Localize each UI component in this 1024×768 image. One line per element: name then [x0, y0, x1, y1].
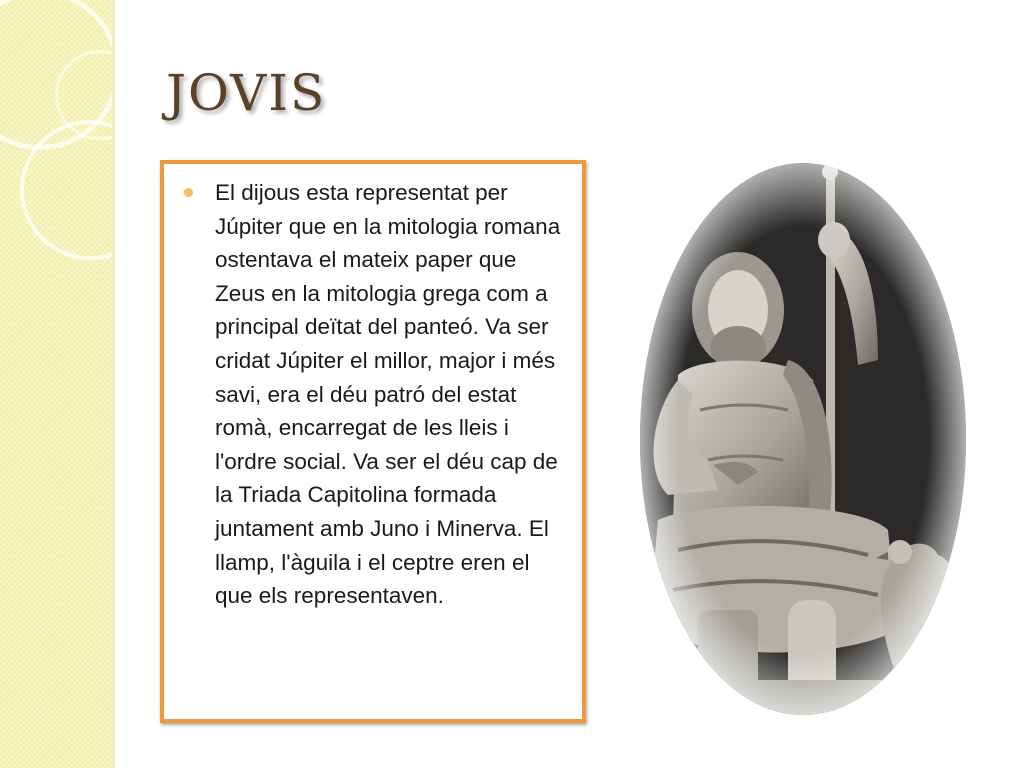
bullet-text: El dijous esta representat per Júpiter que en la mitologia romana ostentava el mateix paper que Zeus en la mitologia grega com a principal deïtat del panteó. Va ser cridat Júpiter el millor, major i més savi, era el déu patró del estat romà, encarregat de les lleis i l'ordre social. Va ser el déu cap de la Triada Capitolina formada juntament amb Juno i Minerva. El llamp, l'àguila i el ceptre eren el que els representaven. [215, 180, 561, 609]
jupiter-statue-image [638, 160, 968, 718]
decorative-ring [55, 50, 145, 140]
decorative-side-band [0, 0, 113, 768]
bullet-item [184, 176, 568, 613]
decorative-ring [20, 120, 160, 260]
side-band-edge [112, 0, 115, 768]
content-text-box [160, 160, 586, 723]
slide-title: JOVIS [166, 64, 327, 122]
bullet-icon [184, 188, 193, 197]
